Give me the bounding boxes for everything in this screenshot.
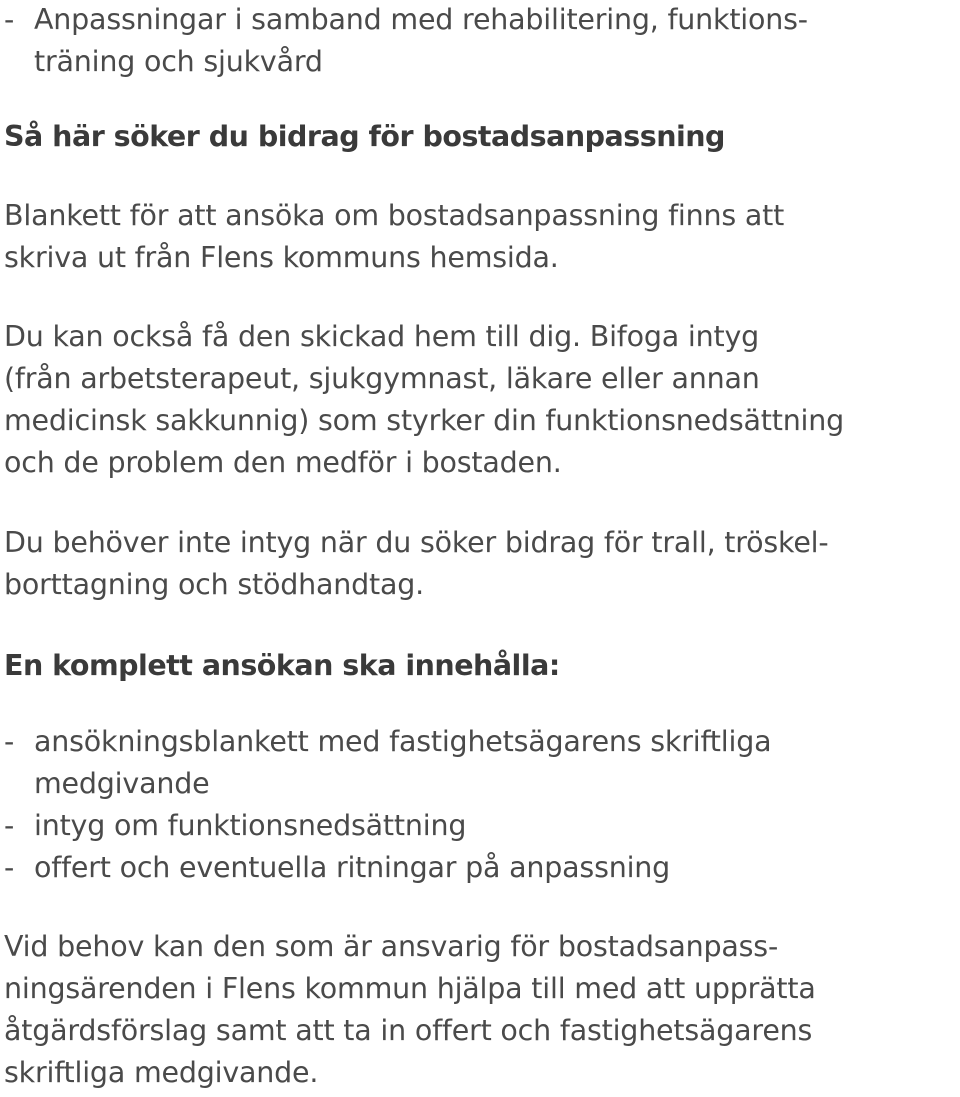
list-dash: -	[4, 809, 15, 842]
section-heading: En komplett ansökan ska innehålla:	[4, 649, 560, 682]
list-item-continuation: träning och sjukvård	[34, 45, 323, 78]
paragraph-no-certificate	[4, 522, 960, 606]
list-item	[4, 805, 960, 847]
section-heading: Så här söker du bidrag för bostadsanpassning	[4, 120, 725, 153]
paragraph-line: medicinsk sakkunnig) som styrker din funktionsnedsättning	[4, 404, 845, 437]
paragraph-line: borttagning och stödhandtag.	[4, 568, 424, 601]
list-item-text: Anpassningar i samband med rehabilitering, funktions-	[34, 3, 808, 36]
paragraph-help	[4, 926, 960, 1094]
list-item	[4, 847, 960, 889]
paragraph-form	[4, 195, 960, 279]
heading-complete-application	[4, 645, 960, 687]
list-item-text: intyg om funktionsnedsättning	[34, 809, 467, 842]
paragraph-line: och de problem den medför i bostaden.	[4, 446, 562, 479]
paragraph-line: ningsärenden i Flens kommun hjälpa till med att upprätta	[4, 972, 816, 1005]
list-item-text: ansökningsblankett med fastighetsägarens skriftliga	[34, 725, 772, 758]
list-item-text: offert och eventuella ritningar på anpassning	[34, 851, 671, 884]
paragraph-line: skriftliga medgivande.	[4, 1056, 319, 1089]
list-dash: -	[4, 725, 15, 758]
list-item-continuation: medgivande	[34, 767, 210, 800]
list-item	[4, 0, 960, 41]
list-dash: -	[4, 3, 15, 36]
requirements-list	[4, 721, 960, 889]
heading-how-to-apply	[4, 116, 960, 158]
intro-list	[4, 0, 960, 83]
list-dash: -	[4, 851, 15, 884]
paragraph-line: Du kan också få den skickad hem till dig. Bifoga intyg	[4, 320, 759, 353]
paragraph-line: Blankett för att ansöka om bostadsanpassning finns att	[4, 199, 785, 232]
paragraph-line: skriva ut från Flens kommuns hemsida.	[4, 241, 559, 274]
paragraph-line: Du behöver inte intyg när du söker bidrag för trall, tröskel-	[4, 526, 829, 559]
paragraph-certificate	[4, 316, 960, 484]
paragraph-line: åtgärdsförslag samt att ta in offert och fastighetsägarens	[4, 1014, 813, 1047]
list-item	[4, 721, 960, 763]
paragraph-line: Vid behov kan den som är ansvarig för bostadsanpass-	[4, 930, 779, 963]
paragraph-line: (från arbetsterapeut, sjukgymnast, läkare eller annan	[4, 362, 760, 395]
